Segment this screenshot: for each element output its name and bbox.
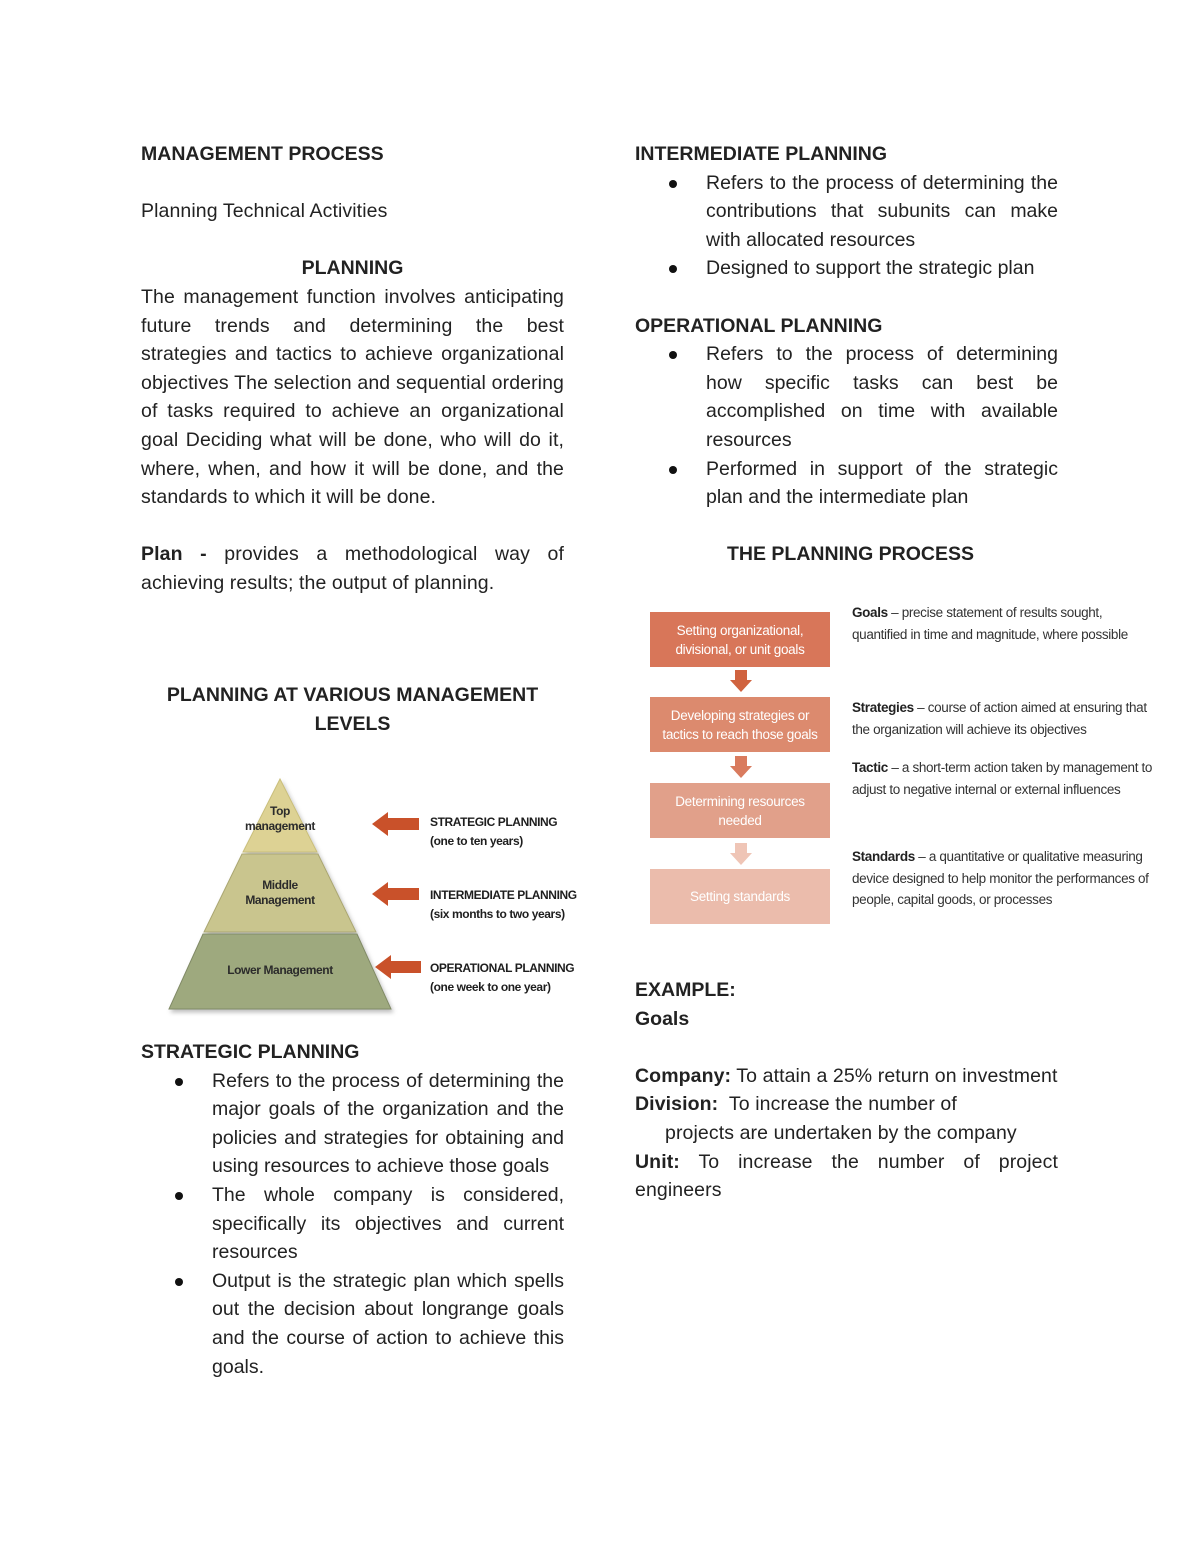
arrow-label-intermediate: [430, 886, 577, 924]
plan-text: provides a methodological way of achieving results; the output of planning.: [141, 543, 564, 594]
list-item: The whole company is considered, specifically its objectives and current resources: [212, 1181, 564, 1267]
list-item: Output is the strategic plan which spells out the decision about longrange goals and the course of action to achieve this goals.: [212, 1267, 564, 1381]
list-item: Refers to the process of determining the contributions that subunits can make with allocated resources: [706, 169, 1058, 255]
arrow-sub-intermediate: (six months to two years): [430, 907, 565, 921]
plan-definition: [141, 540, 564, 597]
strategic-bullet-list: [141, 1067, 564, 1382]
list-item: Designed to support the strategic plan: [706, 254, 1058, 283]
process-step-strategies: Developing strategies or tactics to reach those goals: [650, 697, 830, 752]
down-arrow-icon: [729, 843, 753, 867]
intermediate-heading: INTERMEDIATE PLANNING: [635, 143, 888, 165]
down-arrow-icon: [729, 756, 753, 780]
arrow-intermediate: [372, 882, 419, 906]
example-division: [635, 1090, 1058, 1119]
right-column: [635, 138, 1058, 569]
desc-term: Goals: [852, 605, 888, 620]
company-term: Company:: [635, 1064, 732, 1087]
example-heading: EXAMPLE:: [635, 979, 736, 1001]
list-item: Refers to the process of determining the major goals of the organization and the policies and strategies for obtaining and using resources to achieve those goals: [212, 1067, 564, 1181]
operational-heading: OPERATIONAL PLANNING: [635, 314, 883, 337]
arrow-label-operational: [430, 959, 574, 997]
example-company: [635, 1062, 1058, 1091]
document-subtitle: Planning Technical Activities: [141, 200, 388, 223]
desc-text: – a short-term action taken by management to adjust to negative internal or external influences: [852, 760, 1153, 797]
planning-heading: PLANNING: [301, 257, 404, 280]
unit-text: To increase the number of project engineers: [635, 1150, 1058, 1202]
example-section: [635, 976, 1058, 1205]
planning-process-heading: THE PLANNING PROCESS: [726, 543, 975, 566]
pyramid-label-lower: Lower Management: [227, 963, 333, 977]
plan-term: Plan -: [141, 543, 207, 566]
operational-bullet-list: [635, 340, 1058, 512]
company-text: To attain a 25% return on investment: [731, 1064, 1058, 1087]
levels-heading: PLANNING AT VARIOUS MANAGEMENT LEVELS: [166, 684, 539, 735]
arrow-operational: [375, 955, 421, 979]
arrow-title-operational: OPERATIONAL PLANNING: [430, 961, 575, 975]
process-desc-strategies: [852, 697, 1157, 740]
desc-text: – a quantitative or qualitative measuring device designed to help monitor the performances of people, capital goods, or processes: [852, 849, 1149, 907]
unit-term: Unit:: [635, 1150, 680, 1173]
arrow-sub-operational: (one week to one year): [430, 980, 551, 994]
left-column: [141, 138, 564, 598]
process-step-standards: Setting standards: [650, 869, 830, 924]
down-arrow-icon: [729, 670, 753, 694]
pyramid-label-middle: Middle Management: [245, 878, 315, 907]
desc-text: – course of action aimed at ensuring that the organization will achieve its objectives: [852, 700, 1147, 737]
division-term: Division:: [635, 1093, 719, 1116]
arrow-title-strategic: STRATEGIC PLANNING: [430, 815, 558, 829]
desc-term: Strategies: [852, 700, 914, 715]
process-step-resources: Determining resources needed: [650, 783, 830, 838]
example-unit: [635, 1148, 1058, 1205]
process-desc-standards: [852, 846, 1157, 911]
process-desc-goals: [852, 602, 1157, 645]
desc-text: – precise statement of results sought, quantified in time and magnitude, where possible: [852, 605, 1128, 642]
process-step-goals: Setting organizational, divisional, or unit goals: [650, 612, 830, 667]
list-item: Performed in support of the strategic plan and the intermediate plan: [706, 455, 1058, 512]
division-text: To increase the number of: [718, 1093, 957, 1116]
planning-paragraph: The management function involves anticipating future trends and determining the best strategies and tactics to achieve organizational objectives The selection and sequential ordering of tasks required to achieve an organizational goal Deciding what will be done, who will do it, where, when, and how it will be done, and the standards to which it will be done.: [141, 285, 564, 509]
desc-term: Standards: [852, 849, 915, 864]
arrow-label-strategic: [430, 813, 557, 851]
strategic-heading: STRATEGIC PLANNING: [141, 1041, 360, 1063]
goals-heading: Goals: [635, 1007, 690, 1030]
example-division-cont: projects are undertaken by the company: [665, 1121, 1017, 1144]
list-item: Refers to the process of determining how specific tasks can best be accomplished on time with available resources: [706, 340, 1058, 454]
management-levels-pyramid: [165, 777, 585, 1017]
process-desc-tactic: [852, 757, 1157, 800]
arrow-strategic: [372, 812, 419, 836]
strategic-section: [141, 1038, 564, 1381]
intermediate-bullet-list: [635, 169, 1058, 283]
planning-process-diagram: [650, 605, 1160, 938]
desc-term: Tactic: [852, 760, 888, 775]
pyramid-label-top: Top management: [244, 804, 316, 833]
arrow-title-intermediate: INTERMEDIATE PLANNING: [430, 888, 577, 902]
document-title: MANAGEMENT PROCESS: [141, 143, 384, 165]
arrow-sub-strategic: (one to ten years): [430, 834, 523, 848]
